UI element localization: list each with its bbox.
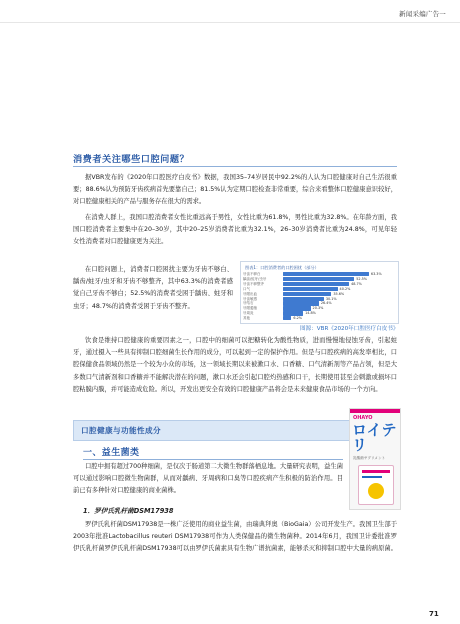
product-top-stripe: [350, 409, 400, 413]
chart-value-label: 14.8%: [305, 311, 316, 316]
chart-category-label: 牙结石: [243, 301, 254, 306]
chart-value-label: 48.7%: [351, 281, 362, 286]
paragraph-consumer-demographics: 在消费人群上，我国口腔消费者女性比重远高于男性，女性比重为61.8%，男性比重为32.8%。在年龄方面，我国口腔消费者主要集中在20–30岁，其中20–25岁消费者比重为32.1%，26–30岁消费者比重为24.8%，可见年轻女性消费者对口腔健康更为关注。: [73, 214, 397, 246]
chart-category-label: 牙龈萎缩: [243, 306, 257, 311]
chart-bar: [283, 272, 369, 276]
chart-value-label: 30.1%: [325, 296, 337, 301]
paragraph-diet-and-oral-health: 饮食是维持口腔健康的重要因素之一，口腔中的细菌可以把糖转化为酸性物质，进而慢慢地侵蚀牙齿，引起蛀牙，通过摄入一些具有抑制口腔细菌生长作用的成分，可以起到一定的保护作用。但是与口腔疾病的高发率相比，口腔保健食品领域仍然是一个较为小众的市场，这一领域长期以来被漱口水、口香糖、口气清新剂等产品占领，但是大多数口气清新剂和口香糖并不能解决潜在的问题，漱口水还会引起口腔灼热感和口干，长期使用甚至会刺激或损坏口腔粘膜内膜，并可能造成危险。所以，开发出更安全有效的口腔健康产品将会是未来健康食品市场的一个方向。: [73, 337, 397, 393]
oral-concerns-chart: [240, 261, 399, 324]
chart-category-label: 其他: [243, 316, 250, 321]
paragraph-whitepaper: 据VBR发布的《2020年口腔医疗白皮书》数据，我国35–74岁居民中92.2%的人认为口腔健康对自己生活很重要；88.6%认为预防牙齿疾病首先要靠自己；81.5%认为定期口腔检查非常重要，综合来看整体口腔健康意识较好，对口腔健康相关的产品与服务存在很大的需求。: [73, 174, 397, 206]
chart-category-label: 牙齿敏感: [243, 296, 257, 301]
chart-value-label: 52.5%: [356, 276, 368, 281]
page-number: 71: [429, 610, 439, 618]
chart-category-label: 牙齿不够白: [243, 272, 261, 276]
product-brand: OHAYO: [353, 415, 373, 421]
product-box-illustration: [358, 465, 394, 505]
product-box-label: [362, 476, 382, 478]
header-tag: 新闻采编广告一: [399, 10, 446, 18]
chart-bar: [283, 301, 319, 305]
chart-value-label: 35.6%: [333, 291, 345, 296]
section-title-oral-concerns: 消费者关注哪些口腔问题？: [73, 154, 190, 165]
chart-category-label: 口气: [243, 286, 250, 291]
chart-category-label: 龋齿/蛀牙/虫牙: [243, 276, 267, 281]
chart-bar: [283, 292, 331, 296]
chart-bar: [283, 287, 338, 291]
paragraph-probiotics-intro: 口腔中拥有超过700种细菌，是仅次于肠道第二大微生物群落栖息地。大量研究表明，益生菌可以通过影响口腔微生物菌群，从而对龋病、牙周病和口臭等口腔疾病产生积极的防治作用。目前已有多种针对口腔健康的商业菌株。: [73, 463, 343, 495]
chart-source: 图源：VBR《2020年口腔医疗白皮书》: [300, 326, 399, 332]
product-subtitle: 乳酸菌サプリメント: [353, 456, 386, 460]
strain-heading: 1．罗伊氏乳杆菌DSM17938: [83, 507, 174, 515]
section-title-functional-ingredients: 口腔健康与功能性成分: [81, 426, 161, 435]
chart-bar: [283, 282, 349, 286]
product-name: ロイテリ: [352, 421, 397, 454]
chart-category-label: 牙周炎: [243, 311, 254, 316]
product-box-emblem: [368, 483, 384, 499]
header-divider: [0, 22, 460, 23]
paragraph-strain-dsm17938: 罗伊氏乳杆菌DSM17938是一株广泛使用的商业益生菌，由瑞典拜奥（BioGaia）公司开发生产。我国卫生部于2003年批准Lactobacillus reuteri DSM17938可作为人类保健品的微生物菌种。2014年6月，我国卫计委批准罗伊氏乳杆菌罗伊氏乳杆菌DSM17938可以由罗伊氏菌素具有生物广谱抗菌素，能够杀灭和抑制口腔中大量的病原菌。: [73, 521, 397, 553]
chart-bar: [283, 297, 324, 301]
chart-bar: [283, 311, 303, 315]
product-box-band: [362, 470, 390, 473]
chart-category-label: 牙齿不够整齐: [243, 281, 264, 286]
chart-value-label: 26.4%: [320, 301, 332, 306]
chart-category-label: 牙龈出血: [243, 291, 257, 296]
chart-bar: [283, 306, 311, 310]
subsection-underline: [83, 459, 343, 460]
section-title-underline: [73, 166, 397, 167]
product-image-reuteri: [349, 408, 401, 510]
chart-value-label: 40.2%: [339, 286, 351, 291]
paragraph-oral-problems: 在口腔问题上，消费者口腔困扰主要为牙齿不够白、龋齿/蛀牙/虫牙和牙齿不够整齐，其中63.3%的消费者感觉自己牙齿不够白；52.5%的消费者受困于龋齿、蛀牙和虫牙；48.7%的消费者受困于牙齿不整齐。: [73, 266, 233, 310]
chart-value-label: 20.3%: [312, 306, 324, 311]
chart-bar: [283, 277, 354, 281]
subsection-title-probiotics: 一、益生菌类: [83, 448, 140, 458]
chart-title: 图表1：口腔消费者的口腔困扰（部分）: [245, 265, 319, 270]
chart-plot-area: [243, 272, 396, 322]
chart-value-label: 63.3%: [370, 272, 382, 276]
chart-bar: [283, 316, 291, 320]
chart-value-label: 6.2%: [293, 316, 303, 321]
